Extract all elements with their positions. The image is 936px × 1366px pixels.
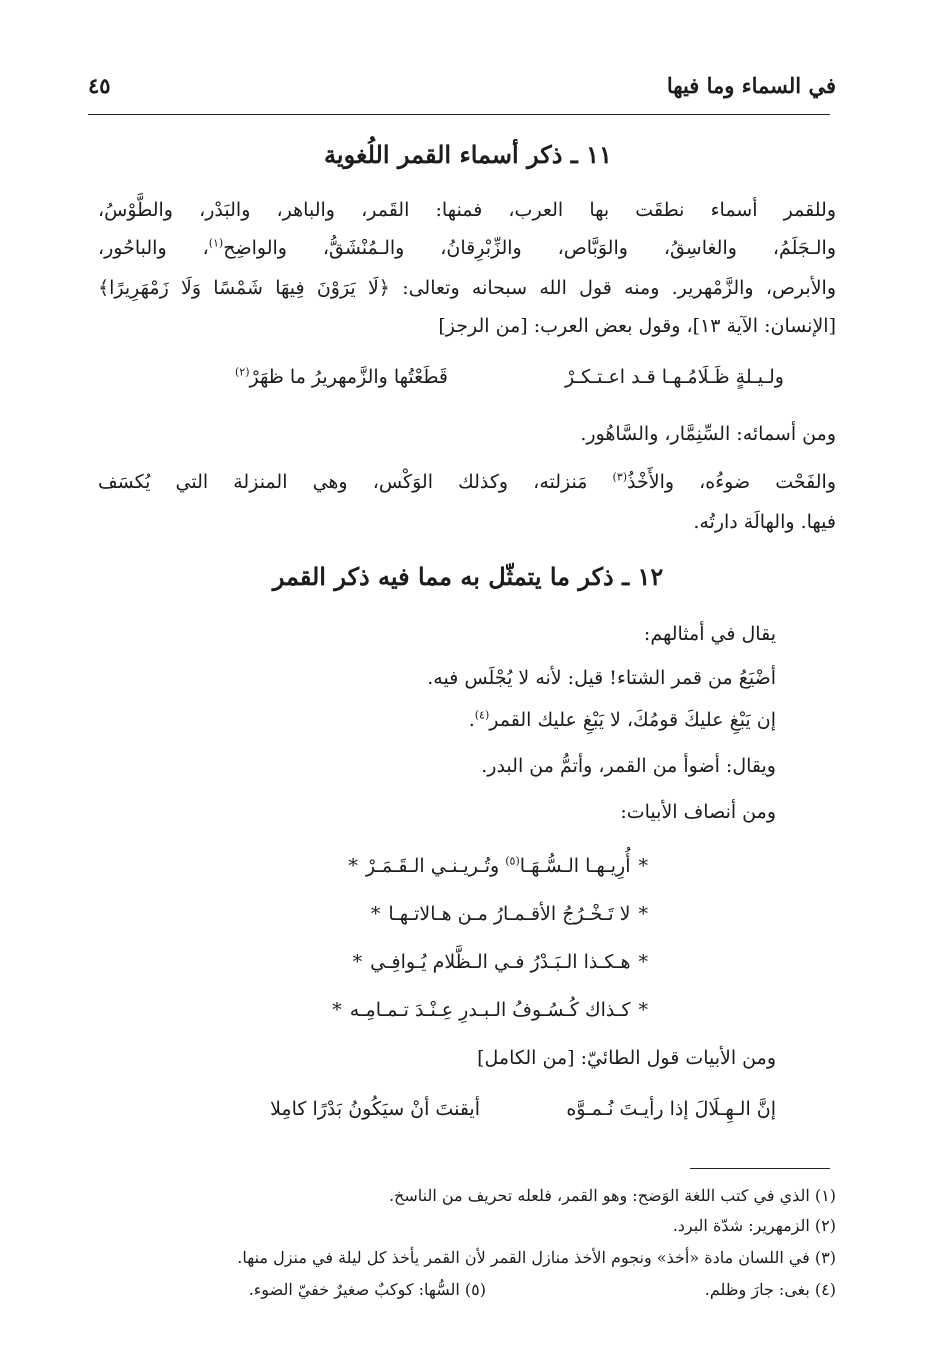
star-bullet: * <box>370 903 381 925</box>
running-title: في السماء وما فيها <box>666 73 836 98</box>
section-heading-12: ١٢ ـ ذكر ما يتمثّل به مما فيه ذكر القمر <box>272 562 664 591</box>
paragraph-line: ومن أنصاف الأبيات: <box>620 801 776 823</box>
star-bullet: * <box>638 951 648 973</box>
verse-left-half: أيقنتَ أنْ سيَكُونُ بَدْرًا كامِلا <box>270 1098 480 1120</box>
paragraph-line: إن يَبْغِ عليكَ قومُكَ، لا يَبْغِ عليك القمر$^{(٤)}$. <box>468 708 776 731</box>
header-divider <box>88 114 830 115</box>
paragraph-line: ومن الأبيات قول الطائيّ: [من الكامل] <box>477 1047 776 1069</box>
verse-text: هـكـذا الـبَـدْرُ فـي الـظَّلام يُـوافِـي <box>370 951 631 973</box>
star-bullet: * <box>638 903 648 925</box>
paragraph-text: إن يَبْغِ عليكَ قومُكَ، لا يَبْغِ عليك القمر <box>489 709 776 731</box>
footnote: (٣) في اللسان مادة «أخذ» ونجوم الأخذ منازل القمر لأن القمر يأخذ كل ليلة في منزل منها. <box>237 1248 836 1267</box>
paragraph-text: والفَحْت ضوءُه، والأَخْذُ <box>627 471 836 493</box>
verse-right-half: إنَّ الـهِـلَالَ إذا رأيـتَ نُـمـوَّه <box>566 1098 776 1120</box>
footnote-marker: (١) <box>208 236 224 250</box>
paragraph-line: يقال في أمثالهم: <box>643 623 776 645</box>
section-heading-11: ١١ ـ ذكر أسماء القمر اللُغوية <box>324 140 612 169</box>
paragraph-line: وللقمر أسماء نطقَت بها العرب، فمنها: القَمر، والباهر، والبَدْر، والطَّوْسُ، <box>98 199 836 221</box>
page-number: ٤٥ <box>88 73 111 98</box>
paragraph-text: والـجَلَمُ، والغاسِقُ، والوَبَّاص، والزِّبْرِقانُ، والـمُنْشَقُّ، والواضِح <box>223 237 836 259</box>
footnote: (٢) الزمهرير: شدّة البرد. <box>672 1216 836 1235</box>
footnote: (٤) بغى: جارَ وظلم. <box>704 1280 836 1299</box>
verse-text: لا تَـخْـرُجُ الأقـمـارُ مـن هـالاتـهـا <box>388 903 631 925</box>
star-bullet: * <box>352 951 363 973</box>
footnote: (١) الذي في كتب اللغة الوَضح: وهو القمر، فلعله تحريف من الناسخ. <box>388 1186 836 1205</box>
half-verse <box>353 950 648 974</box>
paragraph-line <box>98 236 836 260</box>
paragraph-line: أضْيَعُ من قمر الشتاء! قيل: لأنه لا يُجْلَس فيه. <box>427 667 776 689</box>
verse-text: وتُـريـنـي الـقَـمَـرْ <box>365 855 506 877</box>
paragraph-line: [الإنسان: الآية ١٣]، وقول بعض العرب: [من الرجز] <box>438 315 836 337</box>
footnote-marker: (٤) <box>474 708 490 722</box>
star-bullet: * <box>348 855 358 877</box>
verse-text: أُرِيـهـا الـسُّـهَـا <box>519 855 631 877</box>
paragraph-line: ومن أسمائه: السِّنِمَّار، والسَّاهُور. <box>580 423 836 445</box>
star-bullet: * <box>638 855 648 877</box>
half-verse <box>371 902 648 926</box>
paragraph-line <box>98 470 836 494</box>
paragraph-line: والأبرص، والزَّمْهرير. ومنه قول الله سبحانه وتعالى: ﴿لَا يَرَوْنَ فِيهَا شَمْسًا وَلَا زَمْهَرِيرًا﴾ <box>98 277 836 299</box>
footnote-marker: (٥) <box>505 854 520 868</box>
footnote-marker: (٣) <box>612 470 628 484</box>
star-bullet: * <box>332 999 342 1021</box>
footnote-divider <box>690 1168 830 1169</box>
verse-text: كـذاك كُـسُـوفُ الـبـدرِ عِـنْـدَ تـمـامِـه <box>349 999 631 1021</box>
verse-left-half <box>235 366 448 388</box>
paragraph-line: فيها. والهالَة دارتُه. <box>693 511 836 533</box>
star-bullet: * <box>638 999 648 1021</box>
half-verse <box>348 854 648 878</box>
half-verse <box>332 998 648 1022</box>
footnote: (٥) السُّها: كوكبٌ صغيرٌ خفيّ الضوء. <box>248 1280 486 1299</box>
verse-text: قَطَعْتُها والزَّمهريرُ ما ظهَرْ <box>249 366 448 388</box>
paragraph-text: مَنزلته، وكذلك الوَكْس، وهي المنزلة التي يُكسَف <box>98 471 613 493</box>
verse-right-half: ولـيـلةٍ ظَـلَامُـهـا قـد اعـتـكـرْ <box>565 366 784 388</box>
footnote-marker: (٢) <box>235 365 250 379</box>
paragraph-text: ، والباحُور، <box>98 237 209 259</box>
paragraph-line: ويقال: أضوأ من القمر، وأتمُّ من البدر. <box>481 755 776 777</box>
